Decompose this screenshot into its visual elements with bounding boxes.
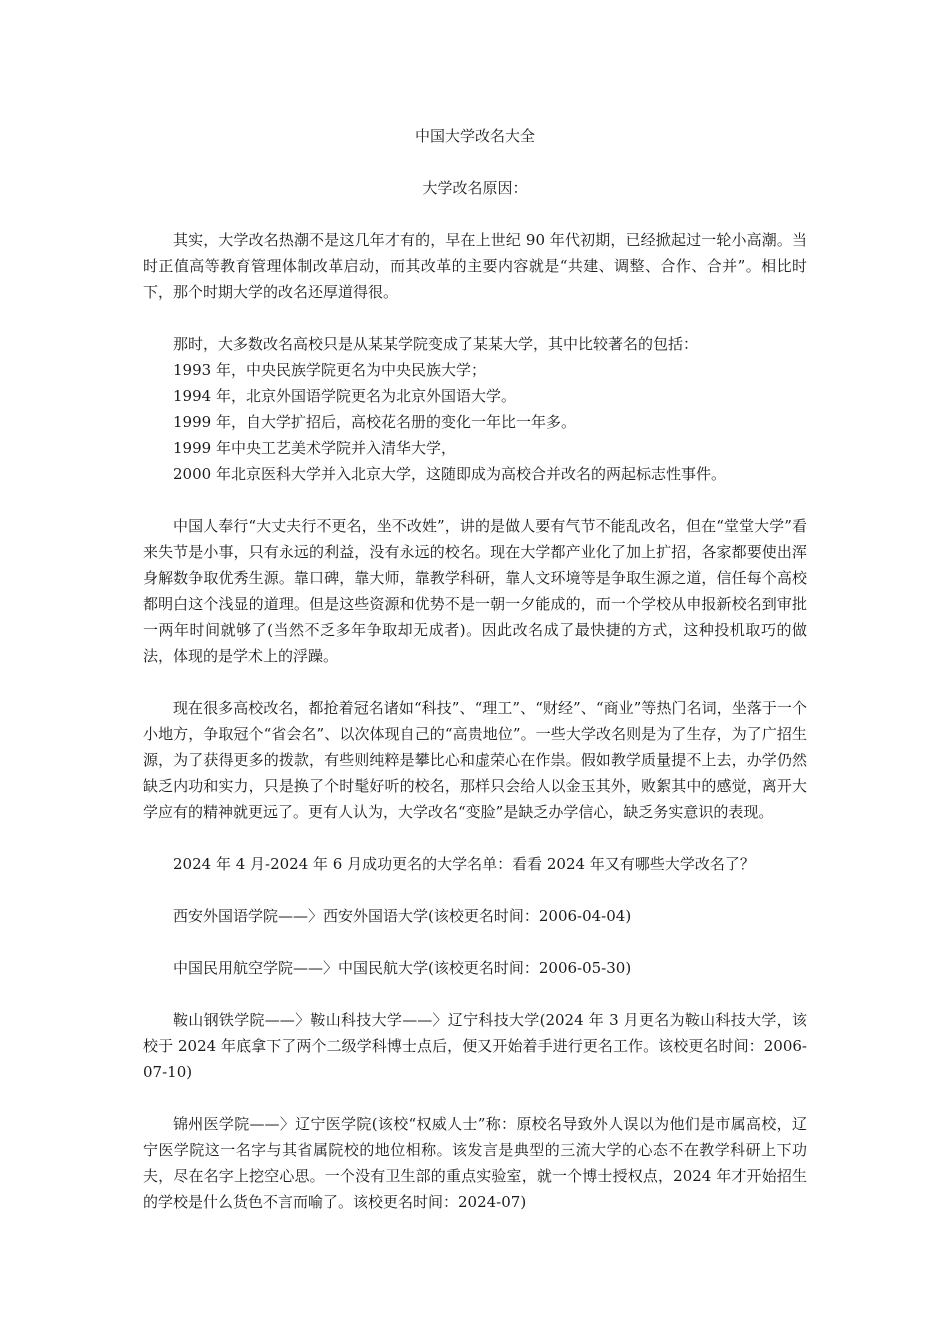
renaming-list xyxy=(143,331,807,487)
entry-anshan: 鞍山钢铁学院——〉鞍山科技大学——〉辽宁科技大学(2024 年 3 月更名为鞍山科技大学，该校于 2024 年底拿下了两个二级学科博士点后，便又开始着手进行更名工作。该校更名时间：2006-07-10) xyxy=(143,1011,807,1081)
entry-xian: 西安外国语学院——〉西安外国语大学(该校更名时间：2006-04-04) xyxy=(173,907,632,925)
entry-civil-aviation: 中国民用航空学院——〉中国民航大学(该校更名时间：2006-05-30) xyxy=(173,959,632,977)
list-item: 1994 年，北京外国语学院更名为北京外国语大学。 xyxy=(173,387,516,405)
paragraph-popular-names: 现在很多高校改名，都抢着冠名诸如“科技”、“理工”、“财经”、“商业”等热门名词，坐落于一个小地方，争取冠个“省会名”、以次体现自己的“高贵地位”。一些大学改名则是为了生存，为了广招生源，为了获得更多的拨款，有些则纯粹是攀比心和虚荣心在作祟。假如教学质量提不上去，办学仍然缺乏内功和实力，只是换了个时髦好听的校名，那样只会给人以金玉其外，败絮其中的感觉，离开大学应有的精神就更远了。更有人认为，大学改名“变脸”是缺乏办学信心，缺乏务实意识的表现。 xyxy=(143,699,807,821)
paragraph-list-heading: 2024 年 4 月-2024 年 6 月成功更名的大学名单：看看 2024 年又有哪些大学改名了？ xyxy=(173,855,755,873)
paragraph-history: 其实，大学改名热潮不是这几年才有的，早在上世纪 90 年代初期，已经掀起过一轮小高潮。当时正值高等教育管理体制改革启动，而其改革的主要内容就是“共建、调整、合作、合并”。相比时下，那个时期大学的改名还厚道得很。 xyxy=(143,231,807,301)
section-heading: 大学改名原因： xyxy=(422,179,528,197)
entry-jinzhou: 锦州医学院——〉辽宁医学院(该校“权威人士”称：原校名导致外人误以为他们是市属高校，辽宁医学院这一名字与其省属院校的地位相称。该发言是典型的三流大学的心态不在教学科研上下功夫，尽在名字上挖空心思。一个没有卫生部的重点实验室，就一个博士授权点，2024 年才开始招生的学校是什么货色不言而喻了。该校更名时间：2024-07) xyxy=(143,1115,807,1211)
list-item: 1999 年中央工艺美术学院并入清华大学， xyxy=(173,439,456,457)
document-page xyxy=(143,123,807,1215)
list-item: 1993 年，中央民族学院更名为中央民族大学； xyxy=(173,361,486,379)
list-item: 2000 年北京医科大学并入北京大学，这随即成为高校合并改名的两起标志性事件。 xyxy=(173,465,726,483)
list-intro: 那时，大多数改名高校只是从某某学院变成了某某大学，其中比较著名的包括： xyxy=(173,335,699,353)
paragraph-name-change: 中国人奉行“大丈夫行不更名，坐不改姓”，讲的是做人要有气节不能乱改名，但在“堂堂大学”看来失节是小事，只有永远的利益，没有永远的校名。现在大学都产业化了加上扩招，各家都要使出浑身解数争取优秀生源。靠口碑，靠大师，靠教学科研，靠人文环境等是争取生源之道，信任每个高校都明白这个浅显的道理。但是这些资源和优势不是一朝一夕能成的，而一个学校从申报新校名到审批一两年时间就够了(当然不乏多年争取却无成者)。因此改名成了最快捷的方式，这种投机取巧的做法，体现的是学术上的浮躁。 xyxy=(143,517,807,665)
document-title: 中国大学改名大全 xyxy=(414,127,535,145)
list-item: 1999 年，自大学扩招后，高校花名册的变化一年比一年多。 xyxy=(173,413,576,431)
